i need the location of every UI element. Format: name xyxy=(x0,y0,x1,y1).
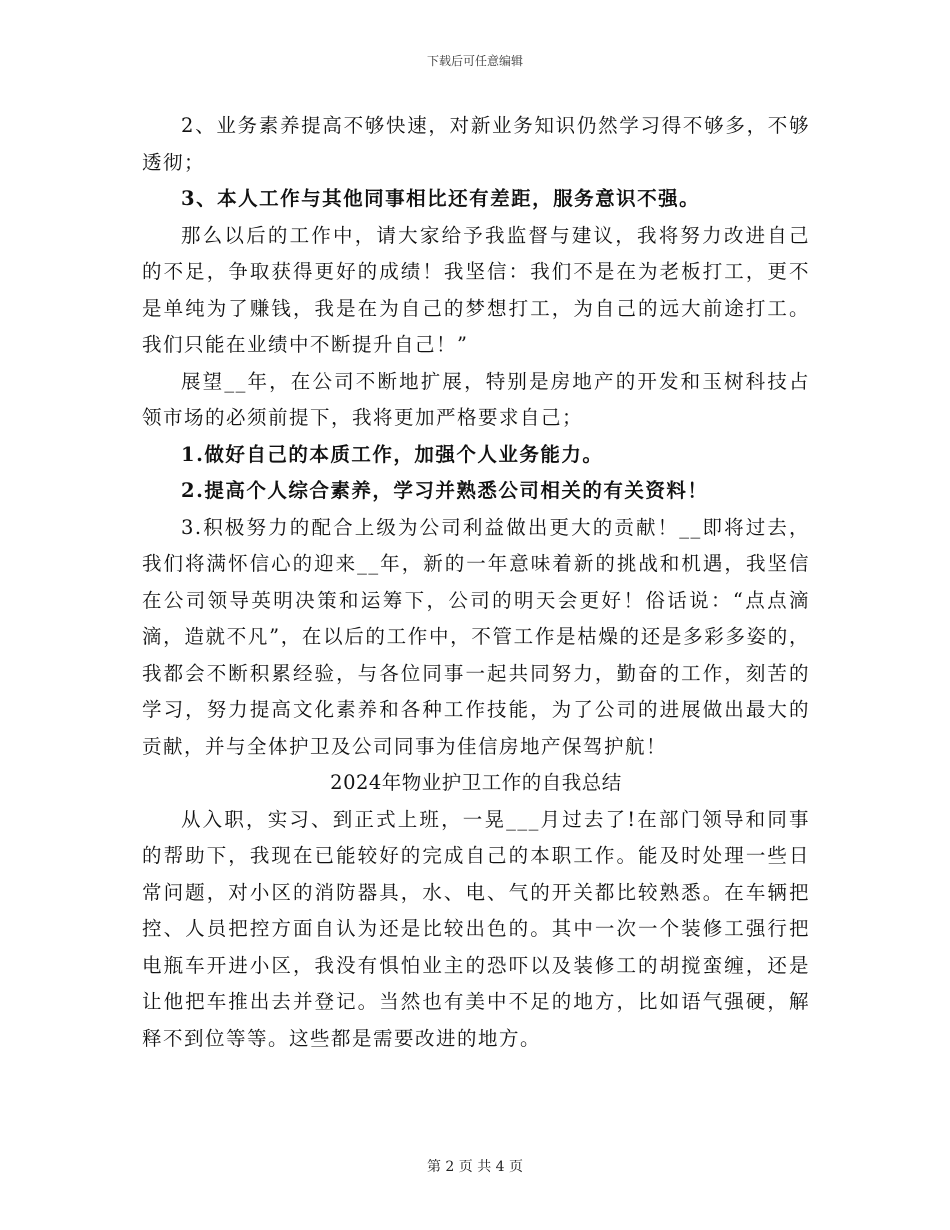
paragraph-goal-1: 1.做好自己的本质工作，加强个人业务能力。 xyxy=(181,442,604,466)
page-footer: 第 2 页 共 4 页 xyxy=(426,1159,524,1175)
document-body xyxy=(142,108,810,1057)
section-title: 2024年物业护卫工作的自我总结 xyxy=(330,771,622,794)
paragraph-goal-2: 2.提高个人综合素养，学习并熟悉公司相关的有关资料！ xyxy=(181,479,709,502)
paragraph-weakness-2: 2、业务素养提高不够快速，对新业务知识仍然学习得不够多，不够透彻； xyxy=(142,114,810,174)
paragraph-outlook: 展望__年，在公司不断地扩展，特别是房地产的开发和玉树科技占领市场的必须前提下，我将更加严格要求自己； xyxy=(142,369,810,429)
paragraph-improvement: 那么以后的工作中，请大家给予我监督与建议，我将努力改进自己的不足，争取获得更好的成绩！我坚信：我们不是在为老板打工，更不是单纯为了赚钱，我是在为自己的梦想打工，为自己的远大前途打工。我们只能在业绩中不断提升自己！” xyxy=(142,223,810,356)
paragraph-goal-3: 3.积极努力的配合上级为公司利益做出更大的贡献！__即将过去，我们将满怀信心的迎来__年，新的一年意味着新的挑战和机遇，我坚信在公司领导英明决策和运筹下，公司的明天会更好！俗话说：“点点滴滴，造就不凡”，在以后的工作中，不管工作是枯燥的还是多彩多姿的，我都会不断积累经验，与各位同事一起共同努力，勤奋的工作，刻苦的学习，努力提高文化素养和各种工作技能，为了公司的进展做出最大的贡献，并与全体护卫及公司同事为佳信房地产保驾护航！ xyxy=(142,515,810,758)
paragraph-weakness-3: 3、本人工作与其他同事相比还有差距，服务意识不强。 xyxy=(181,187,701,210)
page-header: 下载后可任意编辑 xyxy=(426,54,523,68)
paragraph-self-summary: 从入职，实习、到正式上班，一晃___月过去了!在部门领导和同事的帮助下，我现在已能较好的完成自己的本职工作。能及时处理一些日常问题，对小区的消防器具，水、电、气的开关都比较熟悉。在车辆把控、人员把控方面自认为还是比较出色的。其中一次一个装修工强行把电瓶车开进小区，我没有惧怕业主的恐吓以及装修工的胡搅蛮缠，还是让他把车推出去并登记。当然也有美中不足的地方，比如语气强硬，解释不到位等等。这些都是需要改进的地方。 xyxy=(142,807,810,1050)
